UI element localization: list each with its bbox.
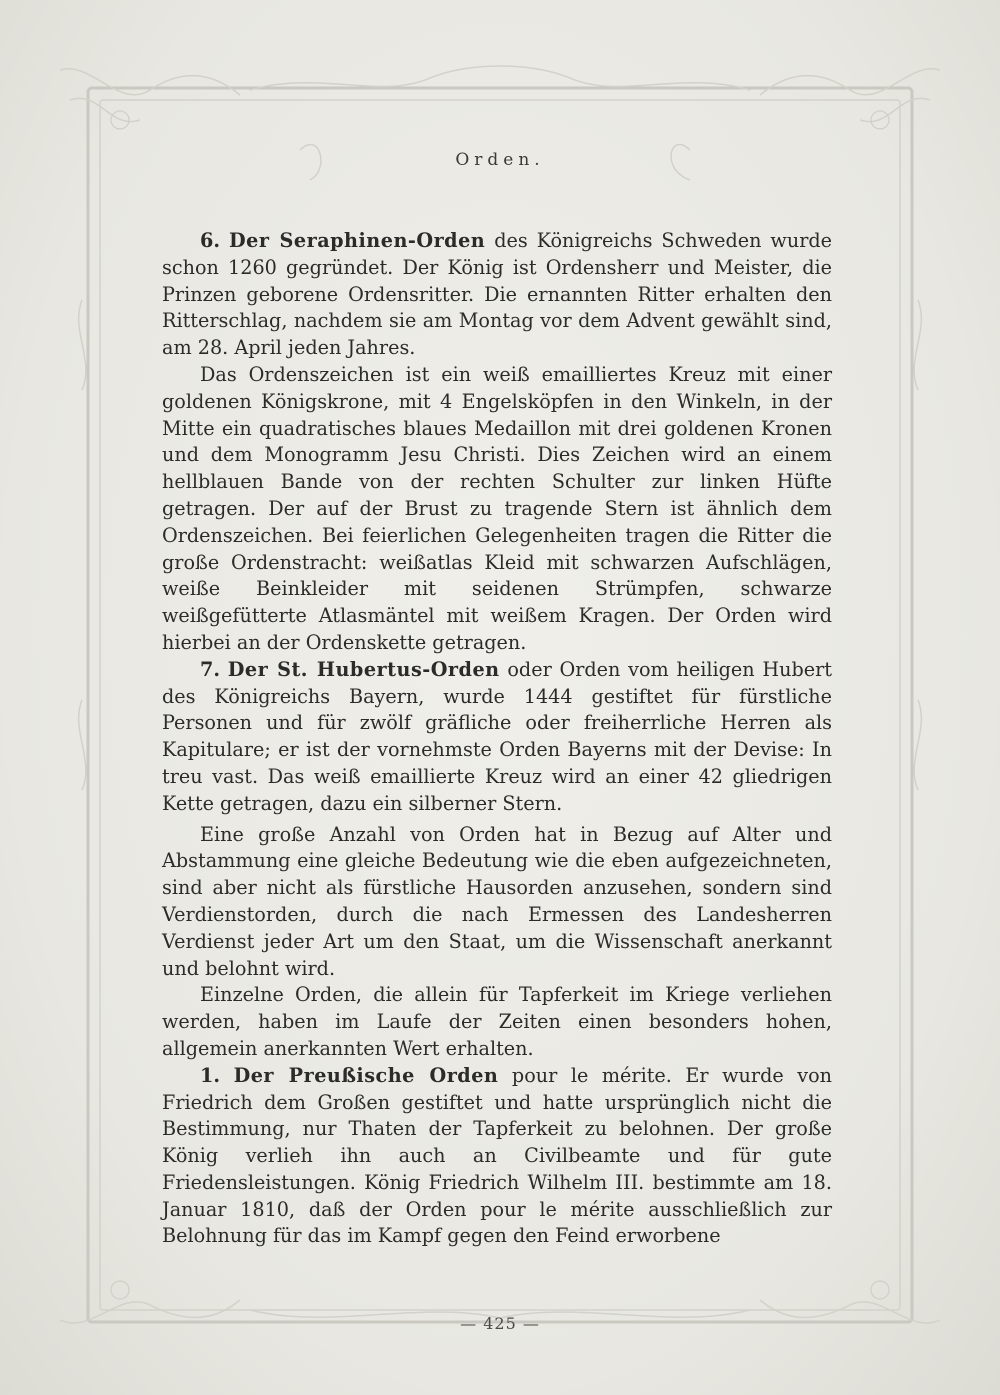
section-number: 1.	[200, 1063, 221, 1087]
page-number: — 425 —	[460, 1314, 540, 1333]
section-number: 6.	[200, 229, 221, 252]
section-1	[162, 1063, 832, 1251]
paragraph: Das Ordenszeichen ist ein weiß emailliertes Kreuz mit einer goldenen Königskrone, mit 4 Engelsköpfen in den Winkeln, in der Mitte ein quadratisches blaues Medaillon mit drei goldenen Kronen und dem Monogramm Jesu Christi. Dies Zeichen wird an einem hellblauen Bande von der rechten Schulter zur linken Hüfte getragen. Der auf der Brust zu tragende Stern ist ähnlich dem Ordenszeichen. Bei feierlichen Gelegenheiten tragen die Ritter die große Ordenstracht: weißatlas Kleid mit schwarzen Aufschlägen, weiße Beinkleider mit seidenen Strümpfen, schwarze weißgefütterte Atlasmäntel mit weißem Kragen. Der Orden wird hierbei an der Ordenskette getragen.	[162, 362, 832, 654]
section-title: Der Seraphinen-Orden	[229, 229, 486, 252]
paragraph: Eine große Anzahl von Orden hat in Bezug auf Alter und Abstammung eine gleiche Bedeutung wie die eben aufgezeichneten, sind aber nicht als fürstliche Hausorden anzusehen, sondern sind Verdienstorden, durch die nach Ermessen des Landesherren Verdienst jeder Art um den Staat, um die Wissenschaft anerkannt und belohnt wird.	[162, 822, 832, 980]
section-text: oder Orden vom heiligen Hubert des Königreichs Bayern, wurde 1444 gestiftet für fürstliche Personen und für zwölf gräfliche oder freiherrliche Herren als Kapitulare; er ist der vornehmste Orden Bayerns mit der Devise: In treu vast. Das weiß emaillierte Kreuz wird an einer 42 gliedrigen Kette getragen, dazu ein silberner Stern.	[162, 657, 832, 815]
section-number: 7.	[200, 657, 221, 681]
section-text: des Königreichs Schweden wurde schon 1260 gegründet. Der König ist Ordensherr und Meister, die Prinzen geborene Ordensritter. Die ernannten Ritter erhalten den Ritterschlag, nachdem sie am Montag vor dem Advent gewählt sind, am 28. April jeden Jahres.	[162, 229, 833, 360]
paragraph: Einzelne Orden, die allein für Tapferkeit im Kriege verliehen werden, haben im Laufe der Zeiten einen besonders hohen, allgemein anerkannten Wert erhalten.	[162, 983, 832, 1060]
section-6	[162, 228, 832, 362]
page-header: Orden.	[455, 150, 545, 170]
body-text	[162, 228, 832, 1250]
section-title: Der Preußische Orden	[233, 1063, 499, 1087]
section-7	[162, 657, 832, 818]
section-text: pour le mérite. Er wurde von Friedrich dem Großen gestiftet und hatte ursprünglich nicht die Bestimmung, nur Thaten der Tapferkeit zu belohnen. Der große König verlieh ihn auch an Civilbeamte und für gute Friedensleistungen. König Friedrich Wilhelm III. bestimmte am 18. Januar 1810, daß der Orden pour le mérite ausschließlich zur Belohnung für das im Kampf gegen den Feind erworbene	[162, 1063, 832, 1248]
section-title: Der St. Hubertus-Orden	[227, 657, 500, 681]
